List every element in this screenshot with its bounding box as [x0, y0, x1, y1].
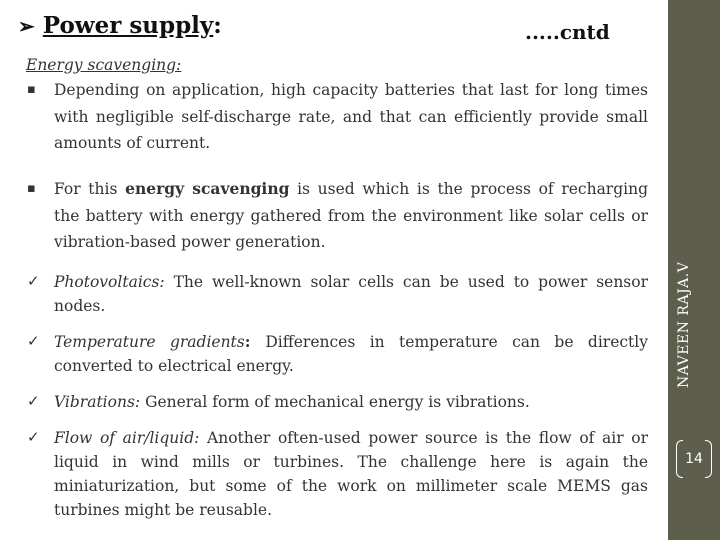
bullet-paragraph [54, 176, 648, 256]
author-label: NAVEEN RAJA.V [676, 261, 692, 388]
page-number [676, 440, 712, 478]
check-label: Photovoltaics: [54, 273, 174, 291]
right-bracket-icon [705, 440, 712, 478]
text-run: The well-known solar cells can be used to power sensor nodes. [54, 273, 648, 315]
square-bullet-icon: ▪ [27, 181, 36, 196]
square-bullet-icon: ▪ [27, 82, 36, 97]
check-label: Flow of air/liquid: [54, 429, 208, 447]
text-run: Another often-used power source is the flow of air or liquid in wind mills or turbines. The challenge here is again the miniaturization, but some of the work on millimeter scale MEMS gas turbines might be reusable. [54, 429, 649, 519]
text-run: is used which is the process of recharging the battery with energy gathered from the environment like solar cells or vibration-based power generation. [54, 180, 648, 251]
check-icon: ✓ [27, 332, 40, 350]
check-paragraph [54, 270, 648, 318]
check-separator: : [244, 332, 266, 351]
slide-title [18, 12, 222, 39]
section-subheading: Energy scavenging: [26, 56, 182, 74]
check-label: Vibrations: [54, 393, 146, 411]
check-paragraph [54, 426, 648, 522]
check-label: Temperature gradients [54, 333, 245, 351]
check-icon: ✓ [27, 428, 40, 446]
text-run: For this [54, 180, 126, 198]
text-run: Differences in temperature can be directly converted to electrical energy. [54, 333, 648, 375]
text-run: General form of mechanical energy is vibrations. [145, 393, 530, 411]
title-text: Power supply [42, 12, 214, 39]
bold-term: energy scavenging [125, 179, 290, 198]
check-paragraph [54, 330, 648, 378]
left-bracket-icon [676, 440, 683, 478]
continued-label: .....cntd [525, 20, 610, 44]
title-colon: : [213, 12, 222, 39]
arrow-bullet-icon: ➢ [18, 14, 35, 38]
check-icon: ✓ [27, 272, 40, 290]
bullet-paragraph: Depending on application, high capacity batteries that last for long times with negligible self-discharge rate, and that can efficiently provide small amounts of current. [54, 81, 648, 152]
check-paragraph [54, 390, 648, 414]
check-icon: ✓ [27, 392, 40, 410]
page-number-text: 14 [685, 451, 703, 467]
